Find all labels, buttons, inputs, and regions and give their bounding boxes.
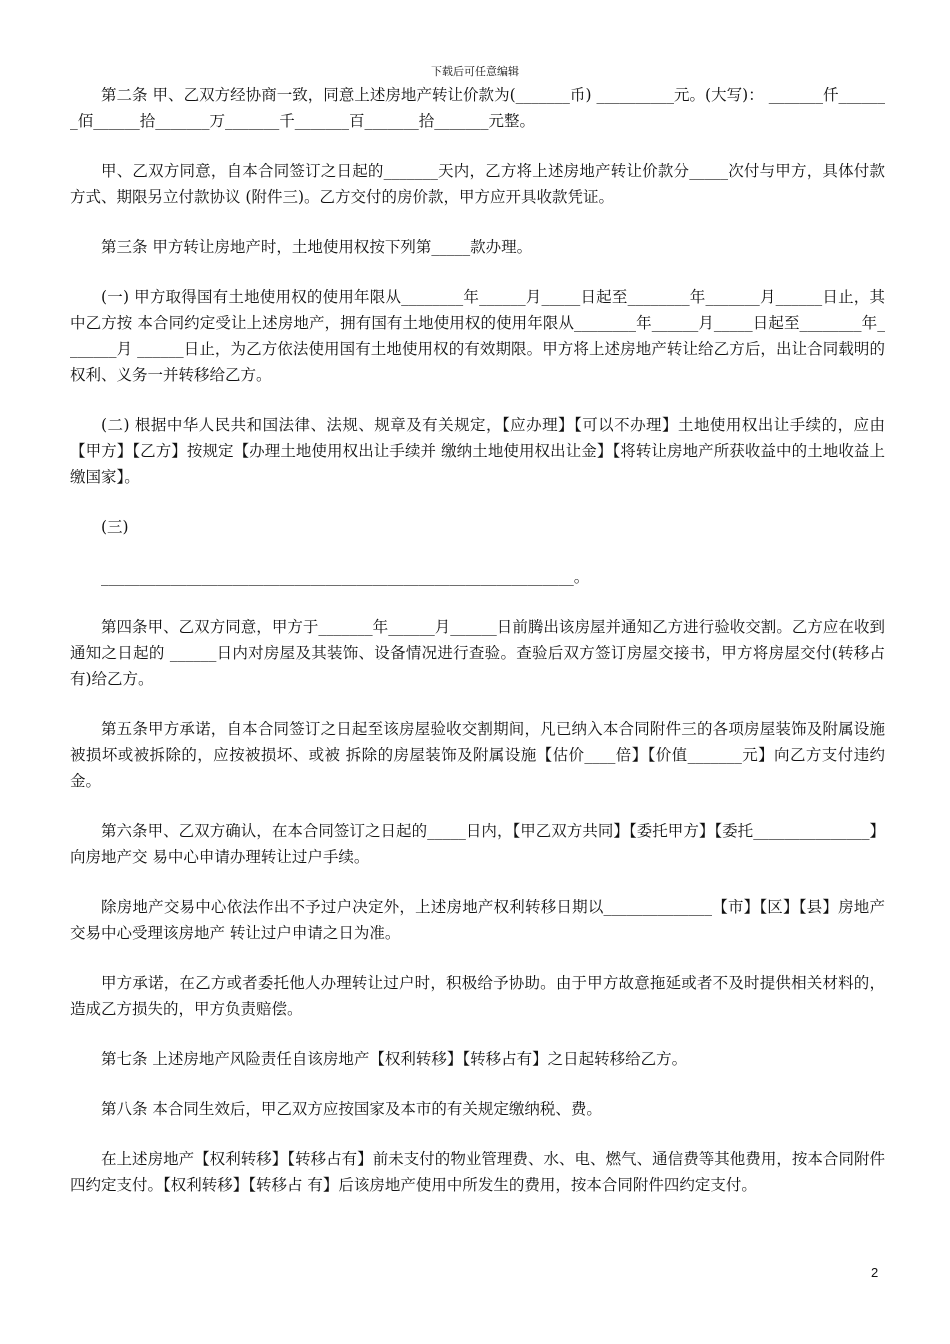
article-3-item-1: (一) 甲方取得国有土地使用权的使用年限从________年______月_____日起至________年_______月______日止，其中乙方按 本合同约定受让上述房地产，拥有国有土地使用权的使用年限从________年______月_____日起至________年_______月 ______日止，为乙方依法使用国有土地使用权的有效期限。甲方将上述房地产转让给乙方后，出让合同载明的权利、义务一并转移给乙方。	[70, 288, 885, 384]
article-3-item-2: (二) 根据中华人民共和国法律、法规、规章及有关规定，【应办理】【可以不办理】土地使用权出让手续的，应由【甲方】【乙方】按规定【办理土地使用权出让手续并 缴纳土地使用权出让金】【将转让房地产所获收益中的土地收益上缴国家】。	[70, 416, 885, 486]
document-body	[70, 82, 885, 1222]
article-3-item-3-blank: _____________________________________________________________。	[101, 568, 590, 586]
article-8: 第八条 本合同生效后，甲乙双方应按国家及本市的有关规定缴纳税、费。	[101, 1100, 602, 1118]
article-5: 第五条甲方承诺，自本合同签订之日起至该房屋验收交割期间，凡已纳入本合同附件三的各项房屋装饰及附属设施被损坏或被拆除的，应按被损坏、或被 拆除的房屋装饰及附属设施【估价____倍】【价值_______元】向乙方支付违约金。	[70, 720, 885, 790]
article-7: 第七条 上述房地产风险责任自该房地产【权利转移】【转移占有】之日起转移给乙方。	[101, 1050, 688, 1068]
article-6: 第六条甲、乙双方确认，在本合同签订之日起的_____日内，【甲乙双方共同】【委托甲方】【委托_______________】向房地产交 易中心申请办理转让过户手续。	[70, 822, 885, 866]
article-2-price: 第二条 甲、乙双方经协商一致，同意上述房地产转让价款为(_______币) __________元。(大写)： _______仟_______佰______拾_______万_______千_______百_______拾_______元整。	[70, 86, 885, 130]
article-8-fees: 在上述房地产【权利转移】【转移占有】前未支付的物业管理费、水、电、燃气、通信费等其他费用，按本合同附件四约定支付。【权利转移】【转移占 有】后该房地产使用中所发生的费用，按本合同附件四约定支付。	[70, 1150, 885, 1194]
article-2-payment: 甲、乙双方同意，自本合同签订之日起的_______天内，乙方将上述房地产转让价款分_____次付与甲方，具体付款方式、期限另立付款协议 (附件三)。乙方交付的房价款，甲方应开具收款凭证。	[70, 162, 885, 206]
page-number: 2	[871, 1265, 879, 1280]
page-header: 下载后可任意编辑	[431, 65, 519, 78]
article-4: 第四条甲、乙双方同意，甲方于_______年______月______日前腾出该房屋并通知乙方进行验收交割。乙方应在收到通知之日起的 ______日内对房屋及其装饰、设备情况进行查验。查验后双方签订房屋交接书，甲方将房屋交付(转移占有)给乙方。	[70, 618, 885, 688]
article-6-transfer-date: 除房地产交易中心依法作出不予过户决定外，上述房地产权利转移日期以______________【市】【区】【县】房地产交易中心受理该房地产 转让过户申请之日为准。	[70, 898, 885, 942]
article-3-intro: 第三条 甲方转让房地产时，土地使用权按下列第_____款办理。	[101, 238, 533, 256]
article-3-item-3: (三)	[101, 518, 129, 536]
article-6-seller-promise: 甲方承诺，在乙方或者委托他人办理转让过户时，积极给予协助。由于甲方故意拖延或者不及时提供相关材料的，造成乙方损失的，甲方负责赔偿。	[70, 974, 885, 1018]
